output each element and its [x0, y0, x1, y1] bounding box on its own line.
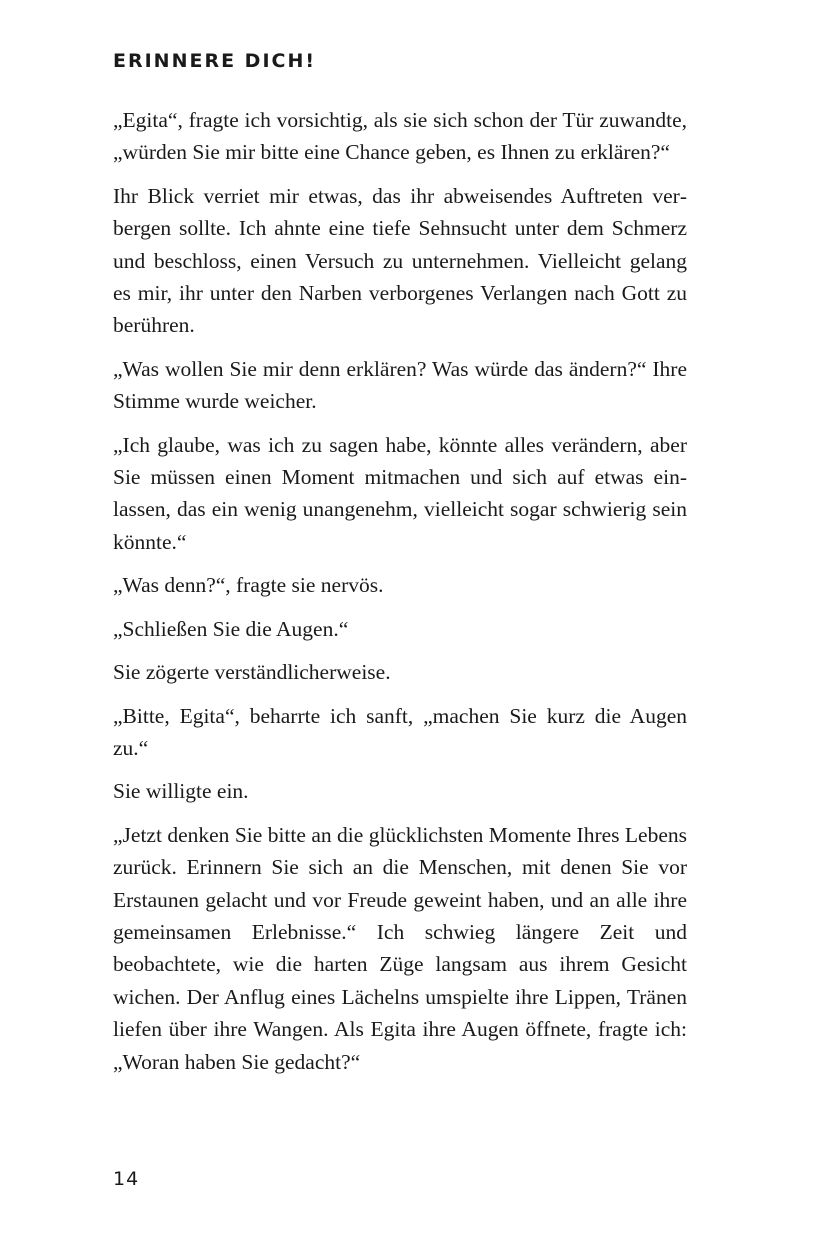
paragraph: Sie willigte ein. [113, 779, 249, 804]
running-head: ERINNERE DICH! [113, 50, 317, 72]
paragraph: Ihr Blick verriet mir etwas, das ihr abweisendes Auftreten verbergen sollte. Ich ahnte eine tiefe Sehnsucht unter dem Schmerz und beschloss, einen Versuch zu unternehmen. Vielleicht gelang es mir, ihr unter den Narben verborgenes Verlangen nach Gott zu berühren. [113, 183, 687, 338]
paragraph: „Schließen Sie die Augen.“ [113, 616, 349, 641]
paragraph: „Jetzt denken Sie bitte an die glücklichsten Momente Ihres Lebens zurück. Erinnern Sie sich an die Menschen, mit denen Sie vor Erstaunen gelacht und vor Freude geweint haben, und an alle ihre gemeinsamen Erlebnisse.“ Ich schwieg längere Zeit und beobachtete, wie die harten Züge langsam aus ihrem Gesicht wichen. Der Anflug eines Lächelns umspielte ihre Lippen, Tränen liefen über ihre Wangen. Als Egita ihre Augen öffnete, fragte ich: „Woran haben Sie gedacht?“ [113, 822, 687, 1074]
paragraph: „Was denn?“, fragte sie nervös. [113, 573, 384, 598]
paragraph: „Was wollen Sie mir denn erklären? Was würde das ändern?“ Ihre Stimme wurde weicher. [113, 356, 687, 414]
paragraph: „Bitte, Egita“, beharrte ich sanft, „machen Sie kurz die Augen zu.“ [113, 703, 687, 760]
paragraph: „Ich glaube, was ich zu sagen habe, könnte alles verändern, aber Sie müssen einen Moment mitmachen und sich auf etwas einlassen, das ein wenig unangenehm, vielleicht sogar schwierig sein könnte.“ [113, 432, 687, 554]
paragraph: Sie zögerte verständlicherweise. [113, 660, 391, 685]
body-text [113, 104, 687, 1089]
paragraph: „Egita“, fragte ich vorsichtig, als sie sich schon der Tür zuwandte, „würden Sie mir bitte eine Chance geben, es Ihnen zu erklären?“ [113, 108, 687, 165]
page-number: 14 [113, 1168, 140, 1190]
